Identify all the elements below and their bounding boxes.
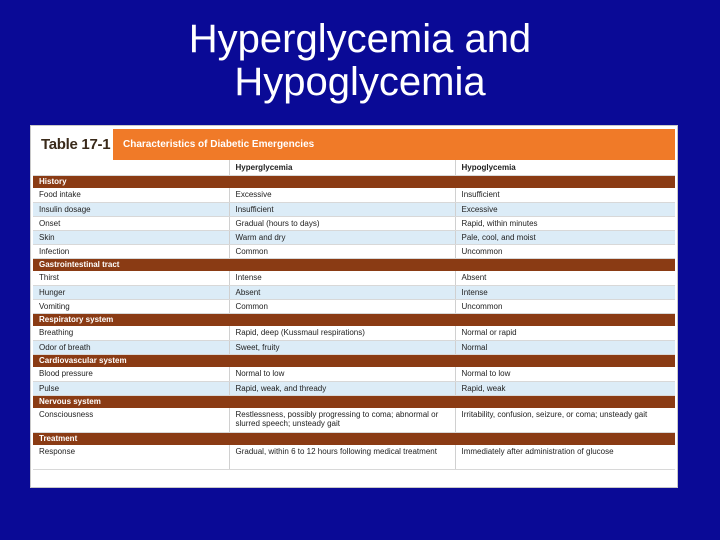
row-label: Odor of breath	[33, 340, 229, 354]
table-row	[33, 188, 675, 202]
section-header-row	[33, 175, 675, 188]
column-header: Hyperglycemia	[229, 160, 455, 175]
table-row	[33, 285, 675, 299]
slide-title-line-2: Hypoglycemia	[234, 60, 486, 104]
hyperglycemia-cell: Common	[229, 244, 455, 258]
table-row	[33, 299, 675, 313]
row-label: Food intake	[33, 188, 229, 202]
hypoglycemia-cell: Absent	[455, 271, 675, 285]
row-label: Consciousness	[33, 408, 229, 432]
column-header-row	[33, 160, 675, 175]
hyperglycemia-cell: Gradual (hours to days)	[229, 216, 455, 230]
characteristics-table	[33, 160, 675, 470]
hyperglycemia-cell: Common	[229, 299, 455, 313]
hyperglycemia-cell: Absent	[229, 285, 455, 299]
row-label: Hunger	[33, 285, 229, 299]
section-title: Treatment	[33, 432, 675, 445]
section-title: Respiratory system	[33, 313, 675, 326]
table-image	[30, 125, 678, 488]
hyperglycemia-cell: Insufficient	[229, 202, 455, 216]
row-label: Onset	[33, 216, 229, 230]
hyperglycemia-cell: Sweet, fruity	[229, 340, 455, 354]
table-row	[33, 381, 675, 395]
hypoglycemia-cell: Rapid, weak	[455, 381, 675, 395]
row-label: Pulse	[33, 381, 229, 395]
hyperglycemia-cell: Rapid, weak, and thready	[229, 381, 455, 395]
section-title: Cardiovascular system	[33, 354, 675, 367]
section-header-row	[33, 313, 675, 326]
hypoglycemia-cell: Normal	[455, 340, 675, 354]
hypoglycemia-cell: Pale, cool, and moist	[455, 230, 675, 244]
row-label: Thirst	[33, 271, 229, 285]
row-label: Skin	[33, 230, 229, 244]
table-row	[33, 271, 675, 285]
hypoglycemia-cell: Excessive	[455, 202, 675, 216]
hyperglycemia-cell: Gradual, within 6 to 12 hours following medical treatment	[229, 445, 455, 469]
section-title: Nervous system	[33, 395, 675, 408]
row-label: Blood pressure	[33, 367, 229, 381]
hyperglycemia-cell: Restlessness, possibly progressing to coma; abnormal or slurred speech; unsteady gait	[229, 408, 455, 432]
hypoglycemia-cell: Normal to low	[455, 367, 675, 381]
table-row	[33, 367, 675, 381]
hypoglycemia-cell: Immediately after administration of glucose	[455, 445, 675, 469]
hypoglycemia-cell: Normal or rapid	[455, 326, 675, 340]
table-row	[33, 202, 675, 216]
hyperglycemia-cell: Excessive	[229, 188, 455, 202]
table-row	[33, 326, 675, 340]
section-header-row	[33, 354, 675, 367]
table-row	[33, 244, 675, 258]
row-label: Response	[33, 445, 229, 469]
row-label: Breathing	[33, 326, 229, 340]
hypoglycemia-cell: Uncommon	[455, 244, 675, 258]
slide-title	[0, 18, 720, 104]
row-label: Vomiting	[33, 299, 229, 313]
table-number: Table 17-1	[33, 129, 113, 160]
section-header-row	[33, 395, 675, 408]
section-title: Gastrointestinal tract	[33, 258, 675, 271]
row-label: Infection	[33, 244, 229, 258]
hypoglycemia-cell: Uncommon	[455, 299, 675, 313]
table-header-bar	[33, 129, 675, 160]
section-header-row	[33, 432, 675, 445]
hyperglycemia-cell: Normal to low	[229, 367, 455, 381]
table-caption: Characteristics of Diabetic Emergencies	[123, 139, 315, 150]
section-header-row	[33, 258, 675, 271]
hyperglycemia-cell: Intense	[229, 271, 455, 285]
table-row	[33, 408, 675, 432]
hypoglycemia-cell: Rapid, within minutes	[455, 216, 675, 230]
hypoglycemia-cell: Intense	[455, 285, 675, 299]
section-title: History	[33, 175, 675, 188]
hypoglycemia-cell: Insufficient	[455, 188, 675, 202]
table-row	[33, 230, 675, 244]
table-row	[33, 340, 675, 354]
row-label: Insulin dosage	[33, 202, 229, 216]
column-header	[33, 160, 229, 175]
hyperglycemia-cell: Rapid, deep (Kussmaul respirations)	[229, 326, 455, 340]
table-row	[33, 216, 675, 230]
hyperglycemia-cell: Warm and dry	[229, 230, 455, 244]
slide-title-line-1: Hyperglycemia and	[188, 17, 532, 61]
table-row	[33, 445, 675, 469]
hypoglycemia-cell: Irritability, confusion, seizure, or coma; unsteady gait	[455, 408, 675, 432]
column-header: Hypoglycemia	[455, 160, 675, 175]
